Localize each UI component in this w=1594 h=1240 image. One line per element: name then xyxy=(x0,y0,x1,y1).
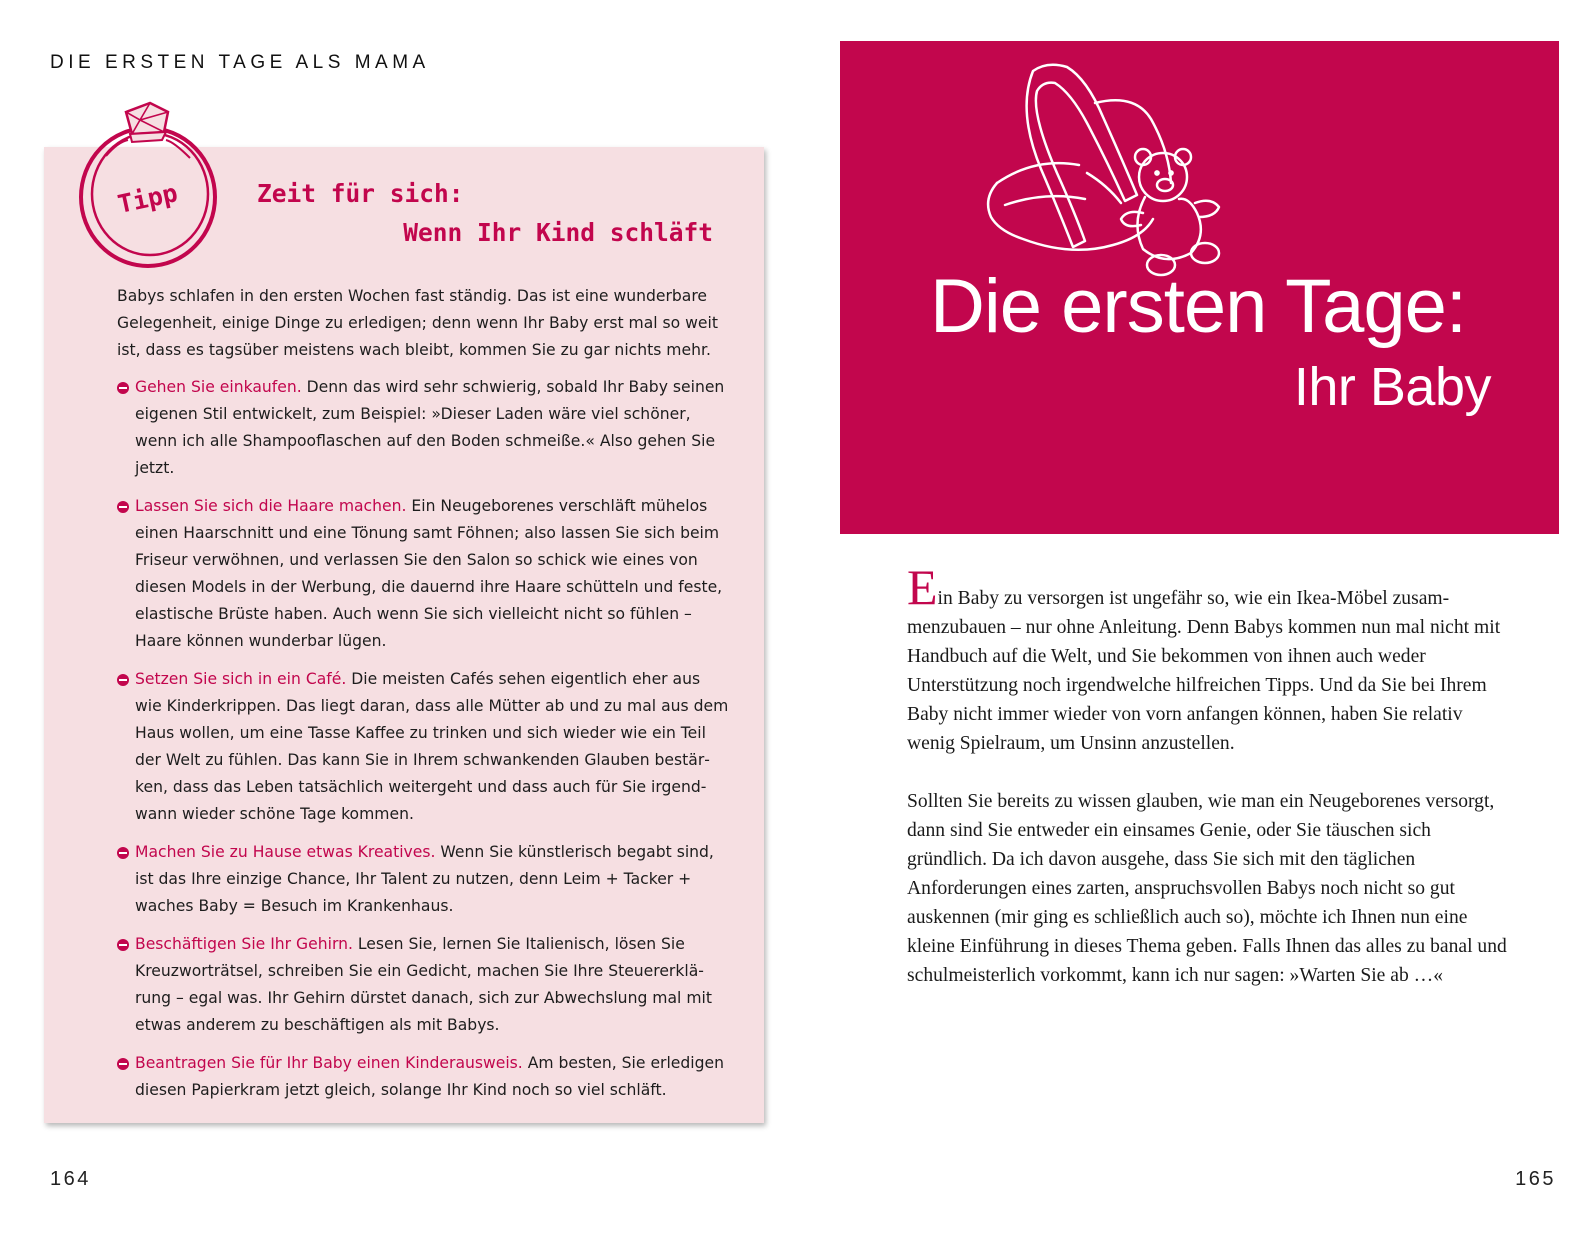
tip-list xyxy=(117,374,729,1104)
tip-item xyxy=(117,931,729,1039)
intro-paragraph-1 xyxy=(907,559,1513,758)
tip-item-text: Lesen Sie, lernen Sie Italienisch, lösen Sie Kreuzworträtsel, schreiben Sie ein Gedicht, machen Sie Ihre Steuererklärung – egal was. Ihr Gehirn dürstet danach, sich zur Abwechslung mal mit etwas anderem zu beschäftigen als mit Babys. xyxy=(135,935,712,1034)
minus-bullet-icon xyxy=(117,674,129,686)
tip-item xyxy=(117,666,729,828)
tip-item-text: Am besten, Sie erledigen diesen Papierkram jetzt gleich, solange Ihr Kind noch so viel schläft. xyxy=(135,1054,724,1099)
chapter-opener xyxy=(840,41,1559,534)
running-head: DIE ERSTEN TAGE ALS MAMA xyxy=(50,52,430,73)
minus-bullet-icon xyxy=(117,382,129,394)
tip-item-text: Denn das wird sehr schwierig, sobald Ihr Baby seinen eigenen Stil entwickelt, zum Beispiel: »Dieser Laden wäre viel schöner, wenn ich alle Shampooflaschen auf den Boden schmeiße.« Also gehen Sie jetzt. xyxy=(135,378,725,477)
minus-bullet-icon xyxy=(117,1058,129,1070)
tip-item-text: Die meisten Cafés sehen eigentlich eher aus wie Kinderkrippen. Das liegt daran, dass alle Mütter ab und zu mal aus dem Haus wollen, um eine Tasse Kaffee zu trinken und sich wieder wie ein Teil der Welt zu fühlen. Das kann Sie in Ihrem schwankenden Glauben bestärken, dass das Leben tatsächlich weitergeht und dass auch für Sie irgendwann wieder schöne Tage kommen. xyxy=(135,670,729,823)
intro-text xyxy=(907,559,1513,1019)
page-number-left: 164 xyxy=(50,1168,91,1190)
minus-bullet-icon xyxy=(117,939,129,951)
minus-bullet-icon xyxy=(117,501,129,513)
drop-cap: E xyxy=(907,559,938,615)
tip-item-lead: Lassen Sie sich die Haare machen. xyxy=(135,497,407,515)
tip-item xyxy=(117,839,729,920)
tip-item-text: Ein Neugeborenes verschläft mühelos einen Haarschnitt und eine Tönung samt Föhnen; also lassen Sie sich beim Friseur verwöhnen, und verlassen Sie den Salon so schick wie eines von diesen Models in der Werbung, die dauernd ihre Haare schütteln und feste, elastische Brüste haben. Auch wenn Sie sich vielleicht nicht so fühlen – Haare können wunderbar lügen. xyxy=(135,497,723,650)
tip-item-lead: Beschäftigen Sie Ihr Gehirn. xyxy=(135,935,353,953)
tip-body xyxy=(117,283,729,1115)
intro-paragraph-1-text: in Baby zu versorgen ist ungefähr so, wie ein Ikea-Möbel zusammenzubauen – nur ohne Anleitung. Denn Babys kommen nun mal nicht mit Handbuch auf die Welt, und Sie bekommen von ihnen auch weder Unterstützung noch irgendwelche hilfreichen Tipps. Und da Sie bei Ihrem Baby nicht immer wieder von vorn anfangen können, haben Sie relativ wenig Spielraum, um Unsinn anzustellen. xyxy=(907,588,1501,754)
tip-title-line1: Zeit für sich: xyxy=(257,179,464,208)
minus-bullet-icon xyxy=(117,847,129,859)
baby-seat-teddy-icon xyxy=(975,53,1235,283)
ring-icon xyxy=(70,100,230,275)
chapter-subtitle: Ihr Baby xyxy=(1293,357,1491,417)
tip-item-lead: Gehen Sie einkaufen. xyxy=(135,378,302,396)
tip-title-line2: Wenn Ihr Kind schläft xyxy=(403,218,713,247)
intro-paragraph-2: Sollten Sie bereits zu wissen glauben, wie man ein Neugeborenes versorgt, dann sind Sie entweder ein einsames Genie, oder Sie täuschen sich gründlich. Da ich davon ausgehe, dass Sie sich mit den täglichen Anforderungen eines zarten, anspruchsvollen Babys noch nicht so gut auskennen (mir ging es schließlich auch so), möchte ich Ihnen nun eine kleine Einführung in dieses Thema geben. Falls Ihnen das alles zu banal und schulmeisterlich vorkommt, kann ich nur sagen: »Warten Sie ab …« xyxy=(907,791,1507,986)
tip-item-lead: Setzen Sie sich in ein Café. xyxy=(135,670,347,688)
tip-item-lead: Machen Sie zu Hause etwas Kreatives. xyxy=(135,843,436,861)
tip-intro: Babys schlafen in den ersten Wochen fast ständig. Das ist eine wunderbare Gelegenheit, einige Dinge zu erledigen; denn wenn Ihr Baby erst mal so weit ist, dass es tagsüber meistens wach bleibt, kommen Sie zu gar nichts mehr. xyxy=(117,287,718,359)
tip-item-text: Wenn Sie künstlerisch begabt sind, ist das Ihre einzige Chance, Ihr Talent zu nutzen, denn Leim + Tacker + waches Baby = Besuch im Krankenhaus. xyxy=(135,843,714,915)
tip-item-lead: Beantragen Sie für Ihr Baby einen Kinderausweis. xyxy=(135,1054,523,1072)
page-number-right: 165 xyxy=(1515,1168,1556,1190)
chapter-title: Die ersten Tage: xyxy=(930,264,1467,349)
tip-item xyxy=(117,493,729,655)
tip-item xyxy=(117,374,729,482)
tip-item xyxy=(117,1050,729,1104)
tip-title xyxy=(257,174,717,252)
tip-badge: Tipp xyxy=(115,178,181,219)
